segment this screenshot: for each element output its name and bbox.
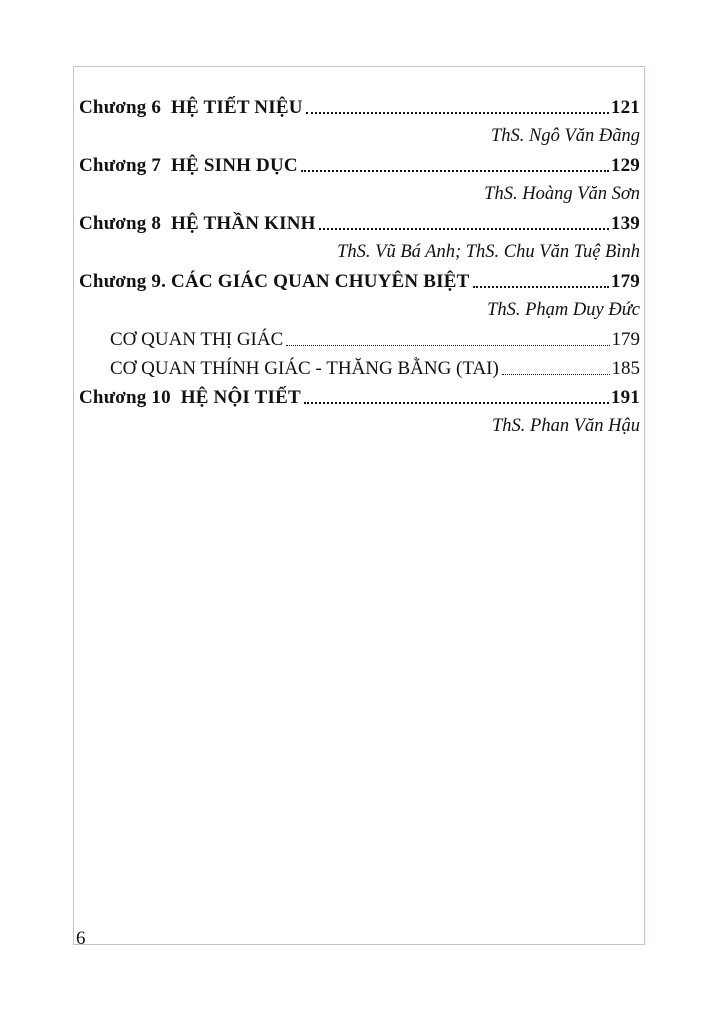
toc-entry-section-ear <box>79 354 640 383</box>
dot-leader <box>306 112 609 114</box>
toc-entry-page: 129 <box>610 155 640 176</box>
toc-entry-title: Chương 9. CÁC GIÁC QUAN CHUYÊN BIỆT <box>79 271 470 292</box>
toc-entry-page: 179 <box>610 271 640 292</box>
dot-leader <box>301 170 609 172</box>
table-of-contents <box>79 93 640 441</box>
toc-entry-chapter-10 <box>79 383 640 412</box>
toc-entry-page: 121 <box>610 97 640 118</box>
toc-entry-page: 139 <box>610 213 640 234</box>
toc-entry-title: Chương 6 HỆ TIẾT NIỆU <box>79 97 303 118</box>
toc-entry-page: 191 <box>610 387 640 408</box>
page-border <box>73 66 645 949</box>
toc-entry-chapter-8 <box>79 209 640 238</box>
toc-entry-title: Chương 10 HỆ NỘI TIẾT <box>79 387 301 408</box>
author-name: ThS. Ngô Văn Đãng <box>490 126 640 146</box>
toc-author-line <box>79 122 640 151</box>
page-number: 6 <box>76 928 86 949</box>
author-name: ThS. Phạm Duy Đức <box>487 300 640 320</box>
toc-entry-title: CƠ QUAN THÍNH GIÁC - THĂNG BẰNG (TAI) <box>110 358 499 379</box>
toc-author-line <box>79 412 640 441</box>
toc-entry-title: Chương 8 HỆ THẦN KINH <box>79 213 316 234</box>
author-name: ThS. Phan Văn Hậu <box>492 416 640 436</box>
dot-leader <box>473 286 609 288</box>
toc-entry-chapter-7 <box>79 151 640 180</box>
author-name: ThS. Vũ Bá Anh; ThS. Chu Văn Tuệ Bình <box>337 242 640 262</box>
toc-entry-page: 179 <box>611 329 640 350</box>
dot-leader <box>304 402 609 404</box>
dot-leader <box>502 374 610 375</box>
toc-entry-title: CƠ QUAN THỊ GIÁC <box>110 329 284 350</box>
dot-leader <box>319 228 609 230</box>
dot-leader <box>286 345 609 346</box>
author-name: ThS. Hoàng Văn Sơn <box>484 184 640 204</box>
toc-entry-chapter-6 <box>79 93 640 122</box>
toc-entry-page: 185 <box>611 358 640 379</box>
toc-entry-chapter-9 <box>79 267 640 296</box>
toc-author-line <box>79 238 640 267</box>
toc-author-line <box>79 296 640 325</box>
toc-entry-title: Chương 7 HỆ SINH DỤC <box>79 155 298 176</box>
toc-author-line <box>79 180 640 209</box>
toc-entry-section-eye <box>79 325 640 354</box>
